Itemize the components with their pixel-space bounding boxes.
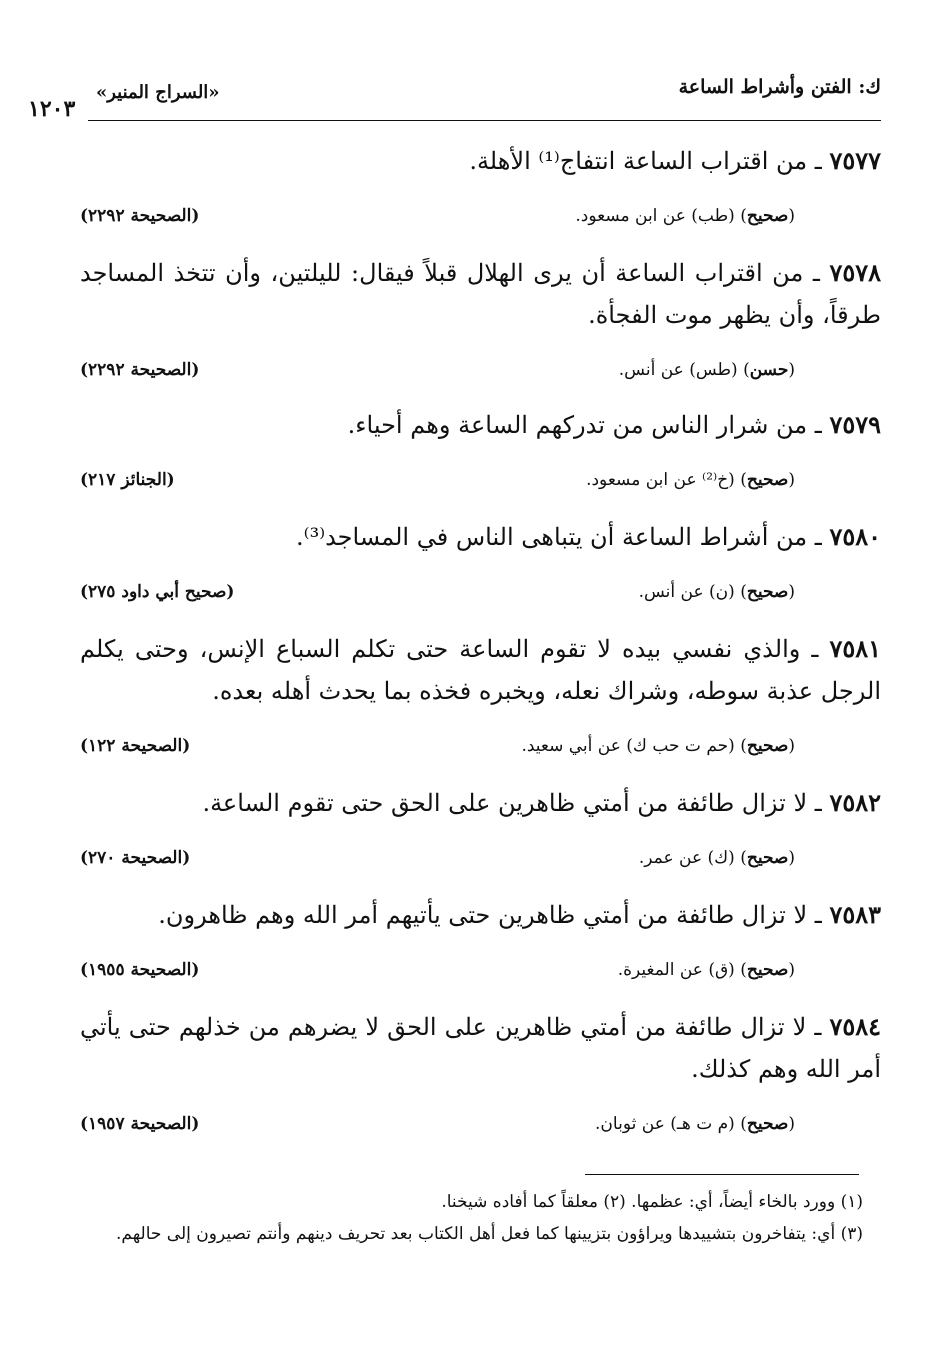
hadith-grade: صحيح xyxy=(746,1114,789,1134)
hadith-number: ٧٥٧٨ xyxy=(829,258,882,287)
hadith-source-line: (صحيح) (طب) عن ابن مسعود. (الصحيحة ٢٢٩٢) xyxy=(80,206,795,226)
footnote: (٣) أي: يتفاخرون بتشييدها ويراؤون بتزيينها كما فعل أهل الكتاب بعد تحريف دينهم وأنتم تصيرون إلى حالهم. xyxy=(115,1224,863,1244)
hadith-reference: (الصحيحة ١٩٥٥) xyxy=(80,960,200,980)
hadith-reference: (الصحيحة ١٢٢) xyxy=(80,736,191,756)
hadith-source-line: (صحيح) (ن) عن أنس. (صحيح أبي داود ٢٧٥) xyxy=(80,582,795,602)
hadith-text: من شرار الناس من تدركهم الساعة وهم أحياء. xyxy=(347,411,808,439)
hadith-entry: ٧٥٨٤ ـ لا تزال طائفة من أمتي ظاهرين على الحق لا يضرهم من خذلهم حتى يأتي أمر الله وهم كذلك. xyxy=(80,1012,882,1083)
footnote: (١) وورد بالخاء أيضاً، أي: عظمها. (٢) معلقاً كما أفاده شيخنا. xyxy=(441,1192,863,1212)
hadith-source: (حم ت حب ك) عن أبي سعيد. xyxy=(521,736,735,756)
hadith-source: (طس) عن أنس. xyxy=(618,360,738,380)
hadith-number: ٧٥٧٩ xyxy=(829,410,881,439)
hadith-number: ٧٥٨٢ xyxy=(829,788,881,817)
hadith-number: ٧٥٨٤ xyxy=(829,1012,882,1041)
hadith-grade: حسن xyxy=(749,360,789,380)
hadith-source-line: (صحيح) (حم ت حب ك) عن أبي سعيد. (الصحيحة ١٢٢) xyxy=(80,736,795,756)
hadith-entry: ٧٥٨٣ ـ لا تزال طائفة من أمتي ظاهرين حتى يأتيهم أمر الله وهم ظاهرون. xyxy=(158,900,881,929)
hadith-reference: (الصحيحة ٢٢٩٢) xyxy=(80,206,200,226)
hadith-source-line: (حسن) (طس) عن أنس. (الصحيحة ٢٢٩٢) xyxy=(80,360,795,380)
hadith-grade: صحيح xyxy=(746,960,789,980)
hadith-source-line: (صحيح) (ق) عن المغيرة. (الصحيحة ١٩٥٥) xyxy=(80,960,795,980)
chapter-header: ك: الفتن وأشراط الساعة xyxy=(678,76,881,98)
page-number: ١٢٠٣ xyxy=(28,96,76,122)
hadith-entry: ٧٥٨١ ـ والذي نفسي بيده لا تقوم الساعة حتى تكلم السباع الإنس، وحتى يكلم الرجل عذبة سوطه، وشراك نعله، ويخبره فخذه بما يحدث أهله بعده. xyxy=(80,634,881,705)
hadith-entry: ٧٥٧٧ ـ من اقتراب الساعة انتفاج⁽¹⁾ الأهلة. xyxy=(469,146,881,175)
hadith-text: لا تزال طائفة من أمتي ظاهرين على الحق حتى تقوم الساعة. xyxy=(202,789,808,817)
hadith-entry: ٧٥٨٠ ـ من أشراط الساعة أن يتباهى الناس في المساجد⁽³⁾. xyxy=(296,522,881,551)
hadith-source: (طب) عن ابن مسعود. xyxy=(575,206,735,226)
hadith-entry: ٧٥٧٩ ـ من شرار الناس من تدركهم الساعة وهم أحياء. xyxy=(347,410,881,439)
hadith-source: (ك) عن عمر. xyxy=(638,848,735,868)
hadith-reference: (صحيح أبي داود ٢٧٥) xyxy=(80,582,235,602)
hadith-number: ٧٥٨٣ xyxy=(829,900,881,929)
hadith-reference: (الصحيحة ٢٧٠) xyxy=(80,848,191,868)
hadith-grade: صحيح xyxy=(746,736,789,756)
header-divider xyxy=(88,120,881,121)
hadith-source: (ق) عن المغيرة. xyxy=(617,960,735,980)
hadith-source-line: (صحيح) (م ت هـ) عن ثوبان. (الصحيحة ١٩٥٧) xyxy=(80,1114,795,1134)
hadith-entry: ٧٥٨٢ ـ لا تزال طائفة من أمتي ظاهرين على الحق حتى تقوم الساعة. xyxy=(202,788,881,817)
hadith-text: من أشراط الساعة أن يتباهى الناس في المساجد⁽³⁾. xyxy=(296,523,808,551)
footnote-divider xyxy=(585,1174,859,1175)
hadith-source-line: (صحيح) (ك) عن عمر. (الصحيحة ٢٧٠) xyxy=(80,848,795,868)
hadith-reference: (الصحيحة ٢٢٩٢) xyxy=(80,360,200,380)
hadith-entry: ٧٥٧٨ ـ من اقتراب الساعة أن يرى الهلال قبلاً فيقال: لليلتين، وأن تتخذ المساجد طرقاً، وأن يظهر موت الفجأة. xyxy=(80,258,882,329)
hadith-text: والذي نفسي بيده لا تقوم الساعة حتى تكلم السباع الإنس، وحتى يكلم الرجل عذبة سوطه، وشراك نعله، ويخبره فخذه بما يحدث أهله بعده. xyxy=(80,635,881,705)
hadith-grade: صحيح xyxy=(746,848,789,868)
hadith-number: ٧٥٨١ xyxy=(829,634,881,663)
hadith-source: (م ت هـ) عن ثوبان. xyxy=(595,1114,735,1134)
hadith-text: من اقتراب الساعة أن يرى الهلال قبلاً فيقال: لليلتين، وأن تتخذ المساجد طرقاً، وأن يظهر موت الفجأة. xyxy=(80,259,881,329)
hadith-source: (خ⁽²⁾ عن ابن مسعود. xyxy=(586,470,735,490)
book-title-header: «السراج المنير» xyxy=(96,82,220,103)
hadith-source-line: (صحيح) (خ⁽²⁾ عن ابن مسعود. (الجنائز ٢١٧) xyxy=(80,470,795,490)
hadith-number: ٧٥٨٠ xyxy=(829,522,881,551)
hadith-reference: (الصحيحة ١٩٥٧) xyxy=(80,1114,200,1134)
hadith-grade: صحيح xyxy=(746,582,789,602)
hadith-source: (ن) عن أنس. xyxy=(638,582,735,602)
hadith-number: ٧٥٧٧ xyxy=(829,146,881,175)
hadith-grade: صحيح xyxy=(746,206,789,226)
hadith-reference: (الجنائز ٢١٧) xyxy=(80,470,175,490)
hadith-text: لا تزال طائفة من أمتي ظاهرين على الحق لا يضرهم من خذلهم حتى يأتي أمر الله وهم كذلك. xyxy=(80,1013,881,1083)
hadith-text: لا تزال طائفة من أمتي ظاهرين حتى يأتيهم أمر الله وهم ظاهرون. xyxy=(158,901,808,929)
hadith-grade: صحيح xyxy=(746,470,789,490)
hadith-text: من اقتراب الساعة انتفاج⁽¹⁾ الأهلة. xyxy=(469,147,808,175)
